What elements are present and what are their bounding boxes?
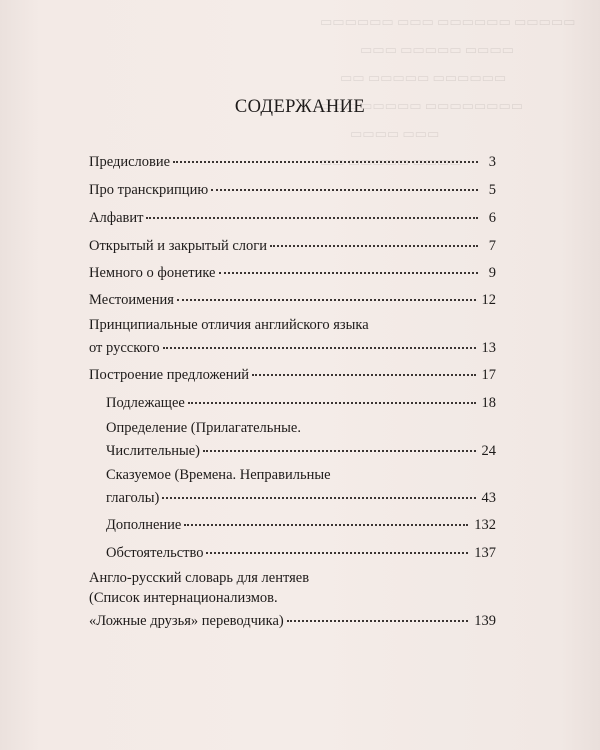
toc-entry-label: Про транскрипцию [89,181,209,198]
toc-entry-label: Местоимения [89,291,174,308]
toc-entry-label-cont: (Список интернационализмов. [89,590,278,606]
toc-entry-label: Предисловие [89,153,171,170]
toc-entry-label: Сказуемое (Времена. Неправильные [106,467,331,483]
dot-leader [219,257,479,274]
bleed-through-text: ▭▭▭▭▭▭ ▭▭▭ ▭▭▭▭▭▭ ▭▭▭▭▭ ▭▭▭ ▭▭▭▭▭ ▭▭▭▭ ▭▭ ▭▭▭▭▭ ▭▭▭▭▭▭ ▭▭▭ ▭▭▭▭▭ ▭▭▭▭▭▭▭▭ ▭▭▭▭ ▭▭▭ ▭▭ ▭▭▭▭▭ ▭▭▭▭ [320,14,576,169]
toc-page-number: 9 [488,264,496,281]
dot-leader [206,537,468,554]
dot-leader [162,482,475,499]
toc-page-number: 5 [488,181,496,198]
toc-entry-transcription [89,177,496,200]
dot-leader [184,509,468,526]
toc-page-number: 13 [481,339,496,356]
toc-page-number: 132 [474,516,496,533]
dot-leader [287,605,469,622]
toc-page-number: 7 [488,237,496,254]
toc-entry-label: Построение предложений [89,366,250,383]
toc-page-number: 43 [481,489,496,506]
toc-entry-label-cont: глаголы) [106,489,160,506]
dot-leader [211,174,478,191]
toc-page-number: 139 [474,612,496,629]
dot-leader [173,146,478,163]
toc-page-number: 17 [481,366,496,383]
dot-leader [177,284,476,301]
toc-entry-pronouns [89,287,496,310]
toc-entry-subject [106,390,496,413]
toc-entry-adverbial [106,540,496,563]
toc-page-number: 137 [474,544,496,561]
dot-leader [270,230,478,247]
toc-entry-sentences [89,362,496,385]
toc-page-number: 3 [488,153,496,170]
toc-entry-preface [89,149,496,172]
dot-leader [163,332,476,349]
dot-leader [252,359,475,376]
dot-leader [203,435,475,452]
toc-entry-object [106,512,496,535]
toc-entry-differences [89,315,496,358]
toc-entry-syllables [89,233,496,256]
toc-entry-label-cont: от русского [89,339,160,356]
dot-leader [188,387,476,404]
toc-entry-label: Принципиальные отличия английского языка [89,317,369,333]
toc-entry-label: Открытый и закрытый слоги [89,237,267,254]
toc-entry-attribute [106,418,496,461]
toc-page-number: 24 [481,442,496,459]
toc-page-number: 6 [488,209,496,226]
toc-entry-label: Обстоятельство [106,544,204,561]
page-title: СОДЕРЖАНИЕ [234,97,366,117]
toc-entry-label-cont: Числительные) [106,442,201,459]
toc-entry-label: Дополнение [106,516,182,533]
toc-entry-phonetics [89,260,496,283]
toc-entry-label: Алфавит [89,209,144,226]
toc-entry-dictionary [89,568,496,631]
toc-page-number: 12 [481,291,496,308]
toc-entry-alphabet [89,205,496,228]
toc-entry-label: Немного о фонетике [89,264,216,281]
toc-entry-label: Определение (Прилагательные. [106,420,301,436]
dot-leader [146,202,478,219]
toc-entry-label: Англо-русский словарь для лентяев [89,570,310,586]
toc-page-number: 18 [481,394,496,411]
toc-entry-label: Подлежащее [106,394,185,411]
toc-entry-predicate [106,465,496,508]
toc-entry-label-cont: «Ложные друзья» переводчика) [89,612,284,629]
